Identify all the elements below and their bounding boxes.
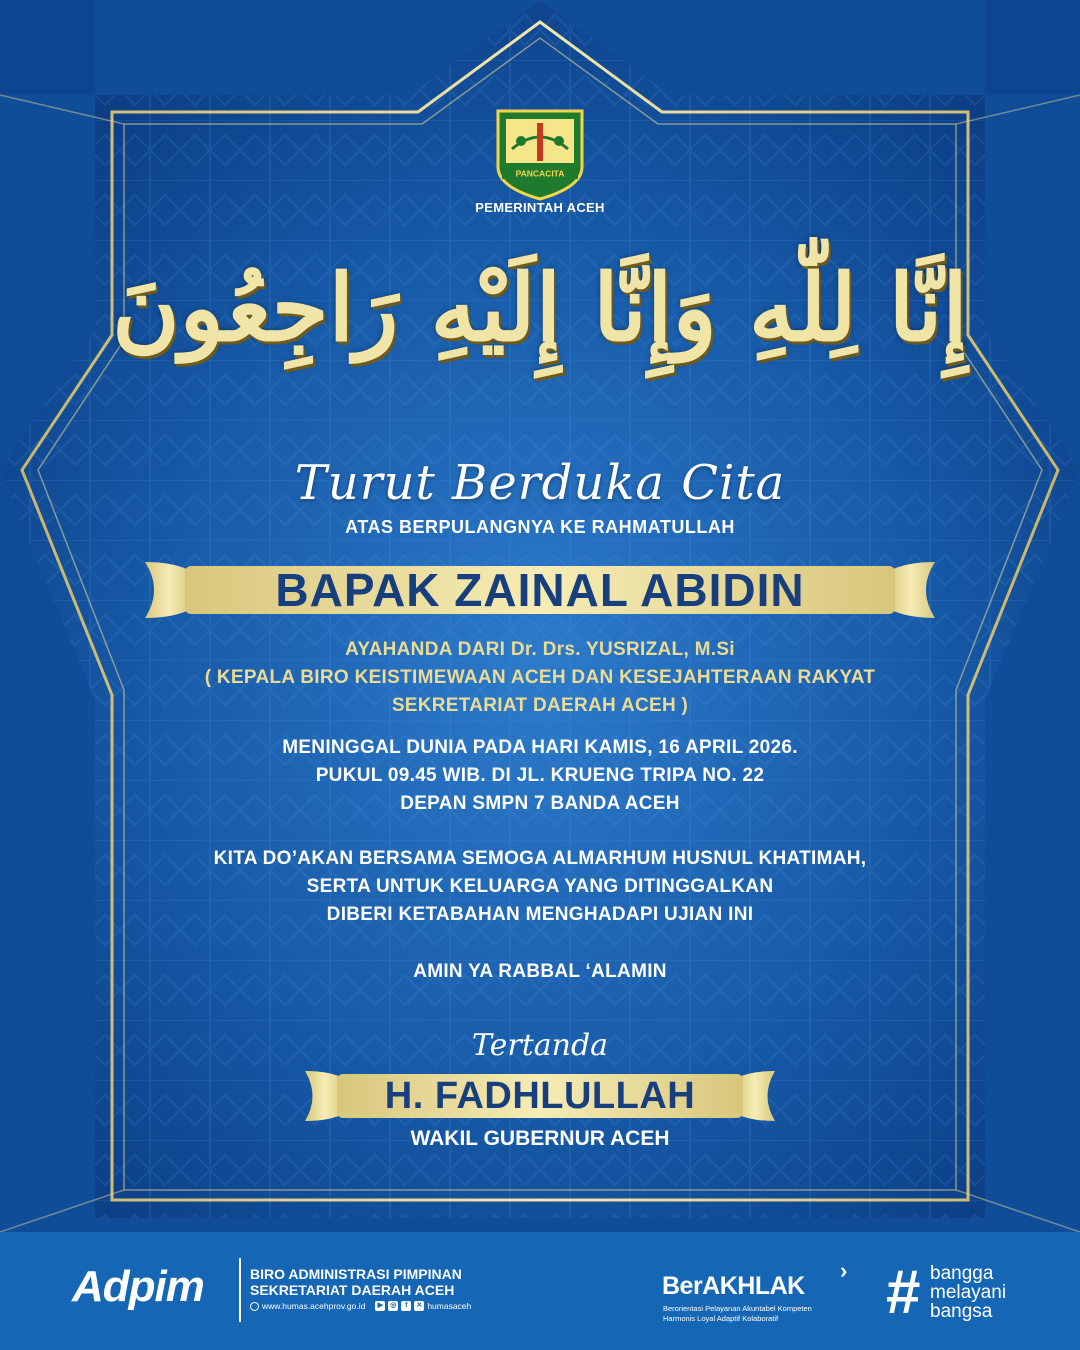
prayer-line: DIBERI KETABAHAN MENGHADAPI UJIAN INI	[326, 904, 754, 925]
contact-row	[250, 1301, 471, 1311]
globe-icon	[250, 1302, 259, 1311]
adpim-logo: Adpim	[72, 1262, 204, 1311]
death-info-line: PUKUL 09.45 WIB. DI JL. KRUENG TRIPA NO. 22	[315, 765, 765, 786]
signature-label: Tertanda	[471, 1028, 609, 1063]
biro-name-line1: BIRO ADMINISTRASI PIMPINAN	[250, 1266, 462, 1282]
condolence-subtitle: ATAS BERPULANGNYA KE RAHMATULLAH	[345, 517, 735, 537]
deceased-name: BAPAK ZAINAL ABIDIN	[275, 564, 805, 616]
facebook-icon[interactable]: f	[401, 1301, 411, 1311]
berakhlak-logo: BerAKHLAK	[662, 1272, 805, 1300]
footer-divider	[239, 1258, 241, 1322]
prayer-line: SERTA UNTUK KELUARGA YANG DITINGGALKAN	[306, 876, 774, 897]
berakhlak-tagline: Berorientasi Pelayanan Akuntabel Kompeten	[663, 1304, 812, 1313]
relation-line: ( KEPALA BIRO KEISTIMEWAAN ACEH DAN KESEJAHTERAAN RAKYAT	[204, 667, 876, 688]
instagram-icon[interactable]: ◎	[390, 1302, 397, 1309]
logo-caption: PANCACITA	[515, 168, 565, 179]
relation-line: SEKRETARIAT DAERAH ACEH )	[391, 695, 689, 716]
slogan-line: bangga	[930, 1263, 994, 1284]
slogan-line: melayani	[930, 1282, 1007, 1303]
institution-name: PEMERINTAH ACEH	[475, 200, 605, 215]
hashtag-icon: #	[886, 1258, 921, 1327]
berakhlak-tagline: Harmonis Loyal Adaptif Kolaboratif	[663, 1314, 779, 1323]
youtube-icon[interactable]: ▶	[375, 1301, 385, 1311]
slogan-line: bangsa	[930, 1301, 993, 1322]
prayer-line: KITA DO’AKAN BERSAMA SEMOGA ALMARHUM HUSNUL KHATIMAH,	[213, 848, 867, 869]
amin-line: AMIN YA RABBAL ‘ALAMIN	[413, 961, 667, 982]
website-link[interactable]: www.humas.acehprov.go.id	[262, 1301, 366, 1311]
death-info-line: DEPAN SMPN 7 BANDA ACEH	[400, 793, 680, 814]
biro-name-line2: SEKRETARIAT DAERAH ACEH	[250, 1282, 455, 1298]
death-info-line: MENINGGAL DUNIA PADA HARI KAMIS, 16 APRIL 2026.	[282, 737, 798, 758]
arabic-verse: إِنَّا لِلّٰهِ وَإِنَّا إِلَيْهِ رَاجِعُونَ	[112, 254, 968, 362]
chevron-icon: ›	[840, 1258, 848, 1283]
x-icon[interactable]: ✕	[414, 1301, 424, 1311]
signer-title: WAKIL GUBERNUR ACEH	[410, 1127, 670, 1150]
social-handle[interactable]: humasaceh	[427, 1301, 472, 1311]
signer-name: H. FADHLULLAH	[384, 1075, 696, 1117]
relation-line: AYAHANDA DARI Dr. Drs. YUSRIZAL, M.Si	[345, 639, 735, 660]
condolence-title: Turut Berduka Cita	[294, 455, 786, 511]
